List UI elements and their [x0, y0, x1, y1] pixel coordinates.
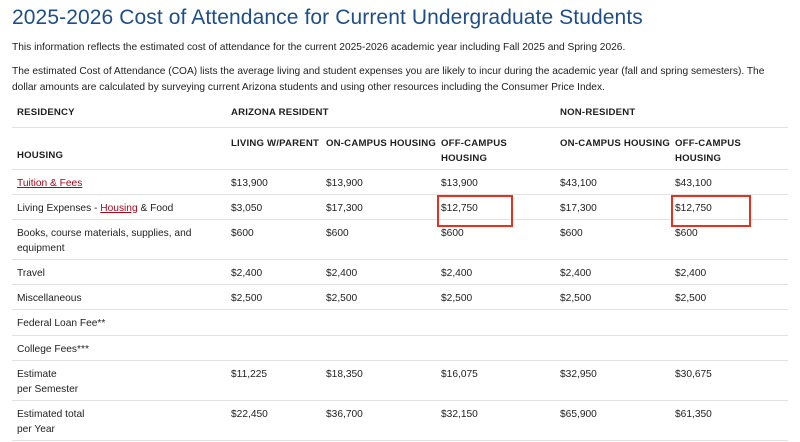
col-living-parent: LIVING W/PARENT	[226, 127, 321, 169]
table-row	[12, 284, 788, 309]
table-cell: $2,500	[555, 284, 670, 309]
table-cell: $11,225	[226, 360, 321, 400]
row-label-suffix: & Food	[137, 202, 174, 214]
housing-link[interactable]: Housing	[100, 202, 138, 214]
highlighted-cell: $12,750	[670, 194, 788, 219]
table-cell	[555, 309, 670, 335]
table-cell: $600	[321, 219, 436, 259]
table-cell: $65,900	[555, 400, 670, 440]
row-label-line: per Year	[17, 423, 55, 435]
table-cell: $2,400	[321, 259, 436, 284]
table-cell: $61,350	[670, 400, 788, 440]
table-cell: $30,675	[670, 360, 788, 400]
table-cell: $22,450	[226, 400, 321, 440]
table-cell: $2,500	[670, 284, 788, 309]
table-cell: $2,500	[321, 284, 436, 309]
table-cell: $32,150	[436, 400, 555, 440]
non-resident-header: NON-RESIDENT	[555, 102, 788, 127]
table-cell: $2,400	[670, 259, 788, 284]
table-row	[12, 169, 788, 194]
coa-paragraph: The estimated Cost of Attendance (COA) lists the average living and student expenses you are likely to incur during the academic year (fall and spring semesters). The dollar amounts are calculated by surveying current Arizona students and using other resources including the Consumer Price Index.	[12, 66, 765, 93]
row-label: Miscellaneous	[12, 284, 226, 309]
row-label	[12, 400, 226, 440]
table-cell	[436, 309, 555, 335]
table-cell: $2,400	[555, 259, 670, 284]
row-label	[12, 360, 226, 400]
table-row	[12, 360, 788, 400]
table-cell	[226, 309, 321, 335]
intro-paragraph: This information reflects the estimated cost of attendance for the current 2025-2026 academic year including Fall 2025 and Spring 2026.	[12, 42, 626, 53]
row-label	[12, 194, 226, 219]
col-off-campus: OFF-CAMPUS HOUSING	[436, 127, 555, 169]
table-cell: $2,400	[436, 259, 555, 284]
table-cell: $600	[436, 219, 555, 259]
col-nr-off-campus: OFF-CAMPUS HOUSING	[670, 127, 788, 169]
table-cell: $32,950	[555, 360, 670, 400]
residency-label: RESIDENCY	[12, 102, 226, 127]
table-cell: $13,900	[436, 169, 555, 194]
table-cell: $18,350	[321, 360, 436, 400]
table-cell: $13,900	[321, 169, 436, 194]
residency-header-row	[12, 102, 788, 127]
table-cell: $13,900	[226, 169, 321, 194]
row-label: College Fees***	[12, 335, 226, 360]
table-cell	[670, 335, 788, 360]
table-cell	[321, 335, 436, 360]
table-cell: $600	[226, 219, 321, 259]
col-nr-on-campus: ON-CAMPUS HOUSING	[555, 127, 670, 169]
table-row	[12, 219, 788, 259]
table-cell	[670, 309, 788, 335]
col-on-campus: ON-CAMPUS HOUSING	[321, 127, 436, 169]
cost-of-attendance-table	[12, 102, 788, 441]
row-label: Federal Loan Fee**	[12, 309, 226, 335]
table-row	[12, 259, 788, 284]
table-cell: $600	[670, 219, 788, 259]
row-label-line: per Semester	[17, 383, 79, 395]
table-cell: $36,700	[321, 400, 436, 440]
row-label: Travel	[12, 259, 226, 284]
table-cell	[555, 335, 670, 360]
table-row	[12, 309, 788, 335]
housing-header-row	[12, 127, 788, 169]
row-label	[12, 169, 226, 194]
page-title: 2025-2026 Cost of Attendance for Current Undergraduate Students	[12, 6, 643, 29]
housing-label: HOUSING	[12, 127, 226, 169]
table-row	[12, 335, 788, 360]
table-cell: $600	[555, 219, 670, 259]
arizona-resident-header: ARIZONA RESIDENT	[226, 102, 555, 127]
row-label: Books, course materials, supplies, and equipment	[12, 219, 226, 259]
table-cell: $17,300	[555, 194, 670, 219]
table-cell: $16,075	[436, 360, 555, 400]
table-row	[12, 194, 788, 219]
table-cell: $2,500	[436, 284, 555, 309]
table-row	[12, 400, 788, 440]
table-cell: $43,100	[670, 169, 788, 194]
table-cell: $2,400	[226, 259, 321, 284]
tuition-fees-link[interactable]: Tuition & Fees	[17, 177, 83, 189]
table-cell	[226, 335, 321, 360]
table-cell: $17,300	[321, 194, 436, 219]
highlighted-cell: $12,750	[436, 194, 555, 219]
table-cell	[321, 309, 436, 335]
table-cell: $3,050	[226, 194, 321, 219]
row-label-line: Estimate	[17, 368, 57, 380]
row-label-line: Estimated total	[17, 408, 85, 420]
table-cell: $2,500	[226, 284, 321, 309]
table-cell: $43,100	[555, 169, 670, 194]
row-label-prefix: Living Expenses -	[17, 202, 101, 214]
table-cell	[436, 335, 555, 360]
